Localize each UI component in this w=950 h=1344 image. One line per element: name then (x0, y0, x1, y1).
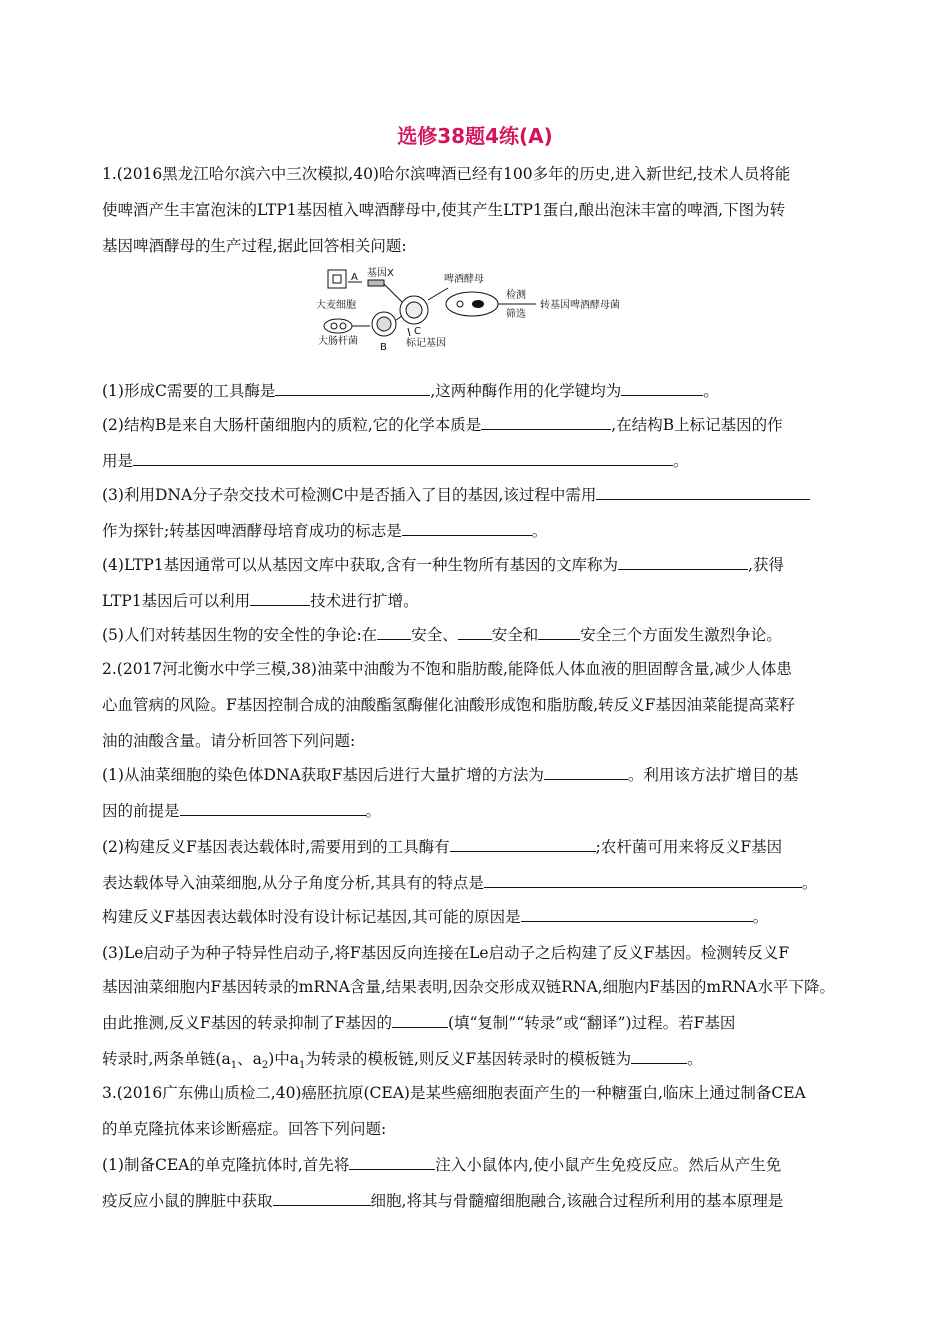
q3-sub1-cont: 疫反应小鼠的脾脏中获取 细胞,将其与骨髓瘤细胞融合,该融合过程所利用的基本原理是 (102, 1192, 784, 1210)
q1-sub1: (1)形成C需要的工具酶是 ,这两种酶作用的化学键均为 。 (102, 382, 719, 400)
answer-blank[interactable] (458, 624, 492, 640)
diagram-label-c: C (414, 326, 421, 337)
q2-sub3-line4: 转录时,两条单链($a_1$、$a_2$)中$a_1$为转录的模板链,则反义F基因转录时的模板链为 。 (102, 1050, 703, 1072)
q1-sub4-cont: LTP1基因后可以利用 技术进行扩增。 (102, 592, 419, 610)
answer-blank[interactable] (618, 554, 748, 570)
answer-blank[interactable] (250, 590, 310, 606)
q1-sub2: (2)结构B是来自大肠杆菌细胞内的质粒,它的化学本质是 ,在结构B上标记基因的作 (102, 416, 783, 434)
q2-sub3-line2: 基因油菜细胞内F基因转录的mRNA含量,结果表明,因杂交形成双链RNA,细胞内F基因的mRNA水平下降。 (102, 978, 835, 996)
answer-blank[interactable] (349, 1154, 435, 1170)
answer-blank[interactable] (596, 484, 810, 500)
diagram-label-gene-x: 基因X (367, 268, 394, 279)
q2-sub2-cont: 表达载体导入油菜细胞,从分子角度分析,其具有的特点是 。 (102, 874, 818, 892)
q2-sub3-line1: (3)Le启动子为种子特异性启动子,将F基因反向连接在Le启动子之后构建了反义F基因。检测转反义F (102, 944, 790, 962)
diagram-label-detect: 检测 (506, 290, 526, 301)
q1-sub2-cont: 用是 。 (102, 452, 689, 470)
page-title: 选修38题4练(A) (397, 124, 553, 148)
diagram-label-result: 转基因啤酒酵母菌 (540, 300, 620, 311)
q1-sub3-cont: 作为探针;转基因啤酒酵母培育成功的标志是 。 (102, 522, 548, 540)
diagram-label-barley-cell: 大麦细胞 (316, 300, 356, 311)
q1-intro-line1: 1.(2016黑龙江哈尔滨六中三次模拟,40)哈尔滨啤酒已经有100多年的历史,进入新世纪,技术人员将能 (102, 165, 791, 183)
answer-blank[interactable] (133, 450, 673, 466)
answer-blank[interactable] (621, 380, 703, 396)
answer-blank[interactable] (377, 624, 411, 640)
answer-blank[interactable] (450, 836, 596, 852)
answer-blank[interactable] (275, 380, 430, 396)
q1-sub3: (3)利用DNA分子杂交技术可检测C中是否插入了目的基因,该过程中需用 (102, 484, 810, 506)
answer-blank[interactable] (631, 1048, 687, 1064)
answer-blank[interactable] (180, 800, 366, 816)
diagram-label-beer-yeast: 啤酒酵母 (444, 274, 484, 285)
q2-intro-line1: 2.(2017河北衡水中学三模,38)油菜中油酸为不饱和脂肪酸,能降低人体血液的胆固醇含量,减少人体患 (102, 660, 792, 678)
answer-blank[interactable] (392, 1012, 448, 1028)
answer-blank[interactable] (538, 624, 580, 640)
answer-blank[interactable] (484, 872, 802, 888)
q1-intro-line2: 使啤酒产生丰富泡沫的LTP1基因植入啤酒酵母中,使其产生LTP1蛋白,酿出泡沫丰富的啤酒,下图为转 (102, 201, 786, 219)
diagram-label-screen: 筛选 (506, 309, 526, 320)
q2-intro-line3: 油的油酸含量。请分析回答下列问题: (102, 732, 356, 750)
q3-intro-line2: 的单克隆抗体来诊断癌症。回答下列问题: (102, 1120, 387, 1138)
q2-sub2-cont2: 构建反义F基因表达载体时没有设计标记基因,其可能的原因是 。 (102, 908, 769, 926)
q1-intro-line3: 基因啤酒酵母的生产过程,据此回答相关问题: (102, 237, 407, 255)
q1-sub4: (4)LTP1基因通常可以从基因文库中获取,含有一种生物所有基因的文库称为 ,获得 (102, 556, 784, 574)
q2-sub1-cont: 因的前提是 。 (102, 802, 382, 820)
answer-blank[interactable] (402, 520, 532, 536)
diagram-label-ecoli: 大肠杆菌 (318, 336, 358, 347)
answer-blank[interactable] (273, 1190, 371, 1206)
diagram-label-a: A (351, 272, 358, 283)
q3-intro-line1: 3.(2016广东佛山质检二,40)癌胚抗原(CEA)是某些癌细胞表面产生的一种糖蛋白,临床上通过制备CEA (102, 1084, 806, 1102)
q2-sub3-line3: 由此推测,反义F基因的转录抑制了F基因的 (填“复制”“转录”或“翻译”)过程。若F基因 (102, 1014, 736, 1032)
q1-sub5: (5)人们对转基因生物的安全性的争论:在 安全、 安全和 安全三个方面发生激烈争论。 (102, 626, 782, 644)
q2-sub2: (2)构建反义F基因表达载体时,需要用到的工具酶有 ;农杆菌可用来将反义F基因 (102, 838, 783, 856)
q3-sub1: (1)制备CEA的单克隆抗体时,首先将 注入小鼠体内,使小鼠产生免疫反应。然后从产生免 (102, 1156, 782, 1174)
q2-intro-line2: 心血管病的风险。F基因控制合成的油酸酯氢酶催化油酸形成饱和脂肪酸,转反义F基因油菜能提高菜籽 (102, 696, 795, 714)
yeast-process-diagram (310, 266, 650, 356)
diagram-label-marker: 标记基因 (406, 338, 446, 349)
answer-blank[interactable] (481, 414, 611, 430)
answer-blank[interactable] (544, 764, 628, 780)
diagram-label-b: B (380, 342, 387, 353)
q2-sub1: (1)从油菜细胞的染色体DNA获取F基因后进行大量扩增的方法为 。利用该方法扩增目的基 (102, 766, 799, 784)
answer-blank[interactable] (521, 906, 753, 922)
